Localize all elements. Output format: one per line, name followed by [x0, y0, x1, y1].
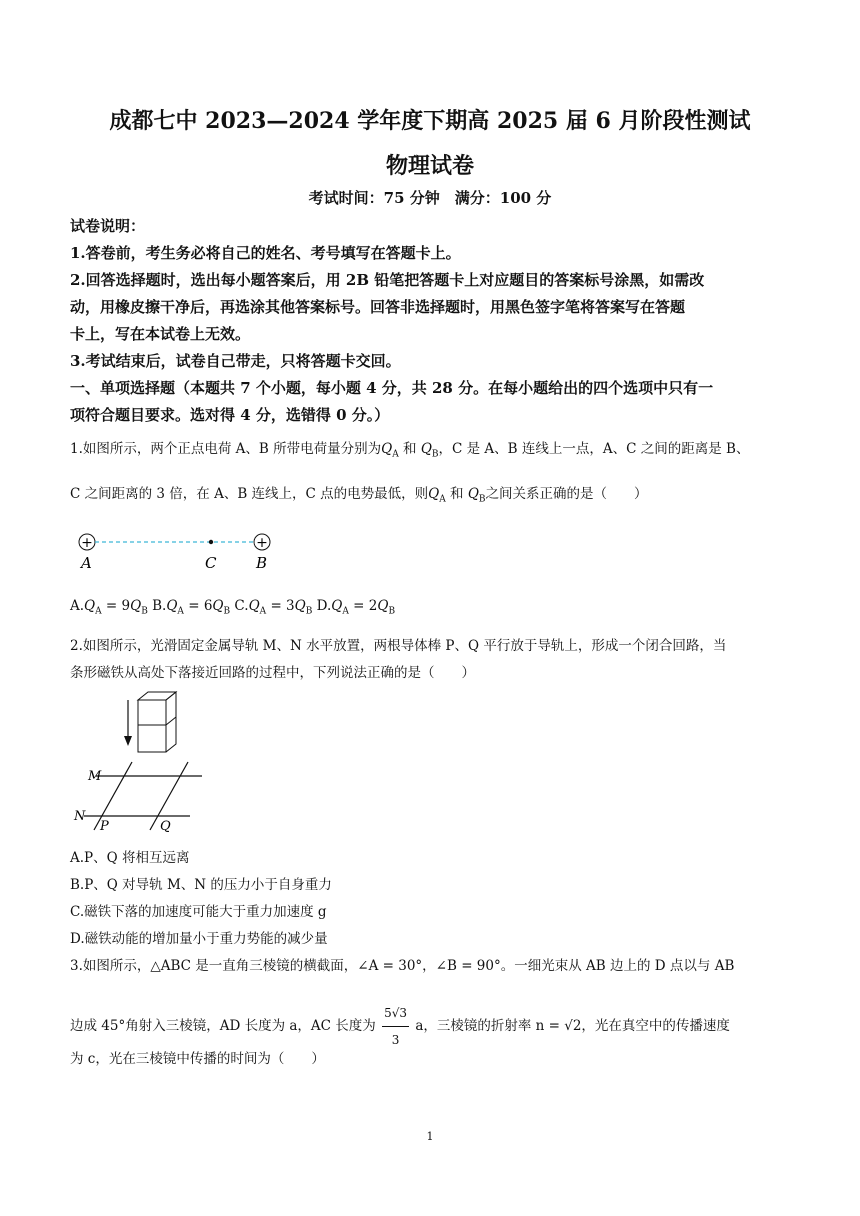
instructions-heading: 试卷说明： [70, 217, 146, 235]
q1-line1: 1.如图所示，两个正点电荷 A、B 所带电荷量分别为$Q_A$ 和 $Q_B$，C 是 A、B 连线上一点，A、C 之间的距离是 B、 [70, 441, 750, 460]
label-b: B [256, 554, 268, 572]
label-a: A [81, 554, 92, 572]
q1-option-a[interactable]: $A.Q_A = 9Q_B$ [70, 598, 148, 617]
exam-subtitle: 物理试卷 [385, 153, 474, 179]
section1-heading-line1: 一、单项选择题（本题共 7 个小题，每小题 4 分，共 28 分。在每小题给出的四个选项中只有一 [70, 379, 714, 397]
fall-arrow-head [124, 736, 132, 746]
exam-title: 成都七中 2023—2024 学年度下期高 2025 届 6 月阶段性测试 [109, 108, 751, 134]
label-m: M [88, 769, 102, 784]
instruction-2-line3: 卡上，写在本试卷上无效。 [70, 325, 251, 343]
q2-option-a[interactable]: A.P、Q 将相互远离 [70, 850, 190, 866]
q1-line2: C 之间距离的 3 倍，在 A、B 连线上，C 点的电势最低，则$Q_A$ 和 $Q_B$之间关系正确的是（ ） [70, 486, 648, 505]
q2-option-b[interactable]: B.P、Q 对导轨 M、N 的压力小于自身重力 [70, 877, 332, 893]
charge-a-plus: + [81, 535, 93, 551]
magnet-upper-block [138, 700, 166, 725]
instruction-2-line1: 2.回答选择题时，选出每小题答案后，用 2B 铅笔把答题卡上对应题目的答案标号涂黑，如需改 [70, 271, 705, 289]
magnet-lower-block [138, 725, 166, 752]
label-c: C [205, 554, 217, 572]
ac-length-fraction: $\frac{5√3}{3}$ [382, 1000, 409, 1053]
q2-magnet-rails-figure [70, 690, 220, 835]
q2-option-d[interactable]: D.磁铁动能的增加量小于重力势能的减少量 [70, 931, 328, 947]
page-number: 1 [426, 1130, 434, 1143]
q2-line1: 2.如图所示，光滑固定金属导轨 M、N 水平放置，两根导体棒 P、Q 平行放于导轨上，形成一个闭合回路，当 [70, 638, 727, 654]
label-n: N [74, 809, 86, 824]
charge-b-plus: + [256, 535, 268, 551]
exam-info: 考试时间：75 分钟 满分：100 分 [308, 189, 552, 207]
q1-option-d[interactable]: $D.Q_A = 2Q_B$ [316, 598, 396, 617]
q1-option-c[interactable]: $C.Q_A = 3Q_B$ [234, 598, 313, 617]
label-p: P [100, 819, 109, 834]
instruction-3: 3.考试结束后，试卷自己带走，只将答题卡交回。 [70, 352, 401, 370]
q1-option-b[interactable]: $B.Q_A = 6Q_B$ [152, 598, 231, 617]
instruction-2-line2: 动，用橡皮擦干净后，再选涂其他答案标号。回答非选择题时，用黑色签字笔将答案写在答题 [70, 298, 686, 316]
q2-line2: 条形磁铁从高处下落接近回路的过程中，下列说法正确的是（ ） [70, 665, 475, 681]
q2-option-c[interactable]: C.磁铁下落的加速度可能大于重力加速度 g [70, 904, 327, 920]
label-q: Q [160, 819, 171, 834]
magnet-side-mid [166, 717, 176, 725]
instruction-1: 1.答卷前，考生务必将自己的姓名、考号填写在答题卡上。 [70, 244, 461, 262]
magnet-side-face [166, 692, 176, 752]
q3-line2: 边成 45°角射入三棱镜，AD 长度为 a，AC 长度为 $\frac{5√3}{3}$ a，三棱镜的折射率 n = √2，光在真空中的传播速度 [70, 1000, 800, 1053]
q1-charges-figure [70, 528, 290, 576]
q1-options [70, 598, 395, 617]
section1-heading-line2: 项符合题目要求。选对得 4 分，选错得 0 分。） [70, 406, 390, 424]
point-c-dot [209, 540, 213, 544]
q3-line1: 3.如图所示，△ABC 是一直角三棱镜的横截面，∠A = 30°，∠B = 90°。一细光束从 AB 边上的 D 点以与 AB [70, 958, 735, 974]
q3-line3: 为 c，光在三棱镜中传播的时间为（ ） [70, 1051, 325, 1067]
